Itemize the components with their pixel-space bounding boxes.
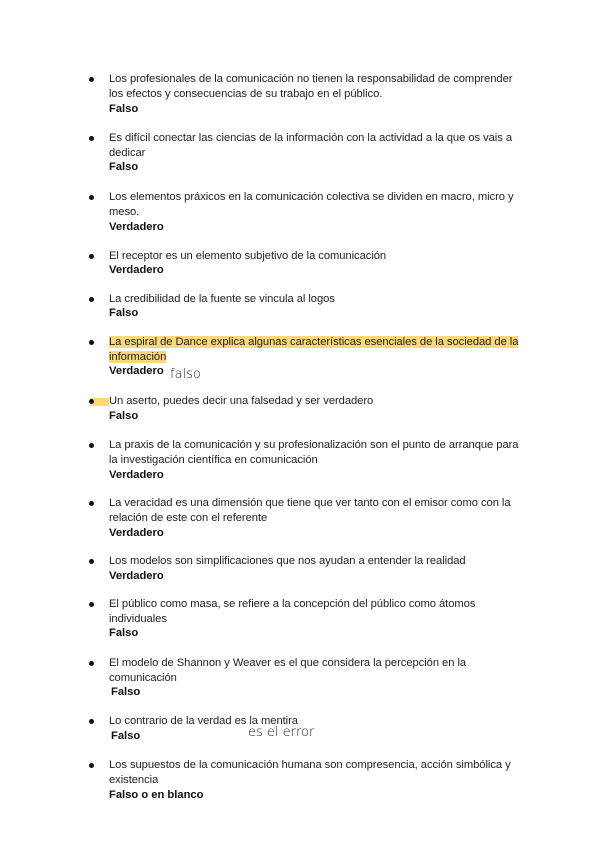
bullet-icon — [89, 195, 94, 200]
question-text: Los supuestos de la comunicación humana son compresencia, acción simbólica y existencia — [109, 759, 511, 786]
bullet-icon — [89, 136, 94, 141]
answer-text: Falso o en blanco — [109, 789, 204, 801]
answer-text: Falso — [111, 730, 141, 742]
bullet-icon — [89, 297, 94, 302]
bullet-icon — [89, 661, 94, 666]
question-text — [109, 335, 519, 365]
question-text: Los modelos son simplificaciones que nos ayudan a entender la realidad — [109, 555, 466, 567]
question-text: Lo contrario de la verdad es la mentira — [109, 715, 298, 727]
bullet-icon — [89, 399, 94, 404]
question-text: La veracidad es una dimensión que tiene que ver tanto con el emisor como con la relación de este con el referente — [109, 497, 511, 524]
bullet-icon — [89, 340, 94, 345]
answer-text: Verdadero — [109, 365, 164, 377]
bullet-icon — [89, 763, 94, 768]
answer-text: Falso — [109, 410, 139, 422]
bullet-icon — [89, 602, 94, 607]
question-text: La credibilidad de la fuente se vincula al logos — [109, 293, 335, 305]
answer-text: Verdadero — [109, 570, 164, 582]
question-text: La praxis de la comunicación y su profesionalización son el punto de arranque para la investigación científica en comunicación — [109, 439, 519, 466]
answer-text: Falso — [111, 686, 141, 698]
bullet-icon — [89, 77, 94, 82]
bullet-icon — [89, 719, 94, 724]
handwritten-note: es el error — [248, 725, 315, 740]
handwritten-note: falso — [170, 367, 201, 382]
bullet-icon — [89, 254, 94, 259]
bullet-icon — [89, 443, 94, 448]
question-text: El público como masa, se refiere a la concepción del público como átomos individuales — [109, 598, 476, 625]
answer-text: Verdadero — [109, 469, 164, 481]
answer-text: Falso — [109, 103, 139, 115]
bullet-icon — [89, 501, 94, 506]
answer-text: Verdadero — [109, 527, 164, 539]
question-text: El receptor es un elemento subjetivo de la comunicación — [109, 250, 387, 262]
bullet-icon — [89, 559, 94, 564]
answer-text: Falso — [109, 307, 139, 319]
question-text: Un aserto, puedes decir una falsedad y ser verdadero — [109, 395, 374, 407]
question-text: El modelo de Shannon y Weaver es el que considera la percepción en la comunicación — [109, 657, 467, 684]
answer-text: Verdadero — [109, 264, 164, 276]
answer-text: Falso — [109, 627, 139, 639]
highlighted-text: La espiral de Dance explica algunas características esenciales de la sociedad de la información — [109, 336, 519, 363]
question-text: Es difícil conectar las ciencias de la información con la actividad a la que os vais a dedicar — [109, 132, 513, 159]
answer-text: Falso — [109, 161, 139, 173]
answer-text: Verdadero — [109, 221, 164, 233]
question-text: Los profesionales de la comunicación no tienen la responsabilidad de comprender los efectos y consecuencias de su trabajo en el público. — [109, 73, 513, 100]
question-text: Los elementos práxicos en la comunicación colectiva se dividen en macro, micro y meso. — [109, 191, 514, 218]
